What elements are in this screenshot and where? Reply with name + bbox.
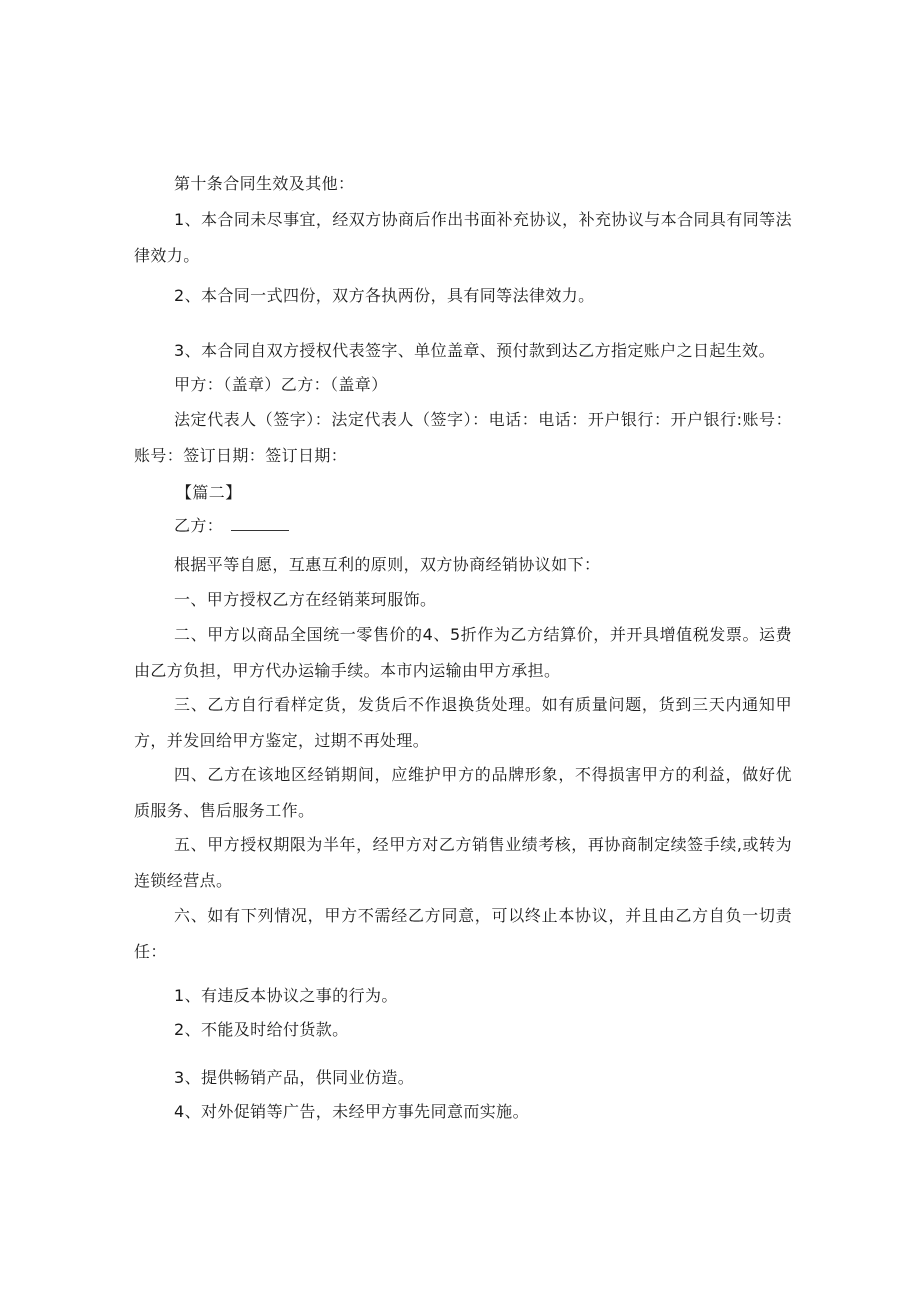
party-b-line (174, 516, 289, 536)
party-b-blank (231, 516, 289, 531)
article-10-title: 第十条合同生效及其他： (174, 174, 355, 193)
clause-6: 六、如有下列情况，甲方不需经乙方同意，可以终止本协议，并且由乙方自负一切责任： (134, 906, 792, 961)
clause-5: 五、甲方授权期限为半年，经甲方对乙方销售业绩考核，再协商制定续签手续,或转为连锁经营点。 (134, 835, 792, 890)
clause-4: 四、乙方在该地区经销期间，应维护甲方的品牌形象，不得损害甲方的利益，做好优质服务、售后服务工作。 (134, 765, 792, 820)
section-heading: 【篇二】 (176, 483, 242, 502)
intro-paragraph: 根据平等自愿，互惠互利的原则，双方协商经销协议如下： (174, 555, 601, 574)
sub-item-1: 1、有违反本协议之事的行为。 (174, 986, 398, 1005)
sub-item-2: 2、不能及时给付货款。 (174, 1020, 349, 1039)
signature-block: 法定代表人（签字）：法定代表人（签字）：电话：电话：开户银行：开户银行:账号：账号：签订日期：签订日期： (134, 410, 792, 465)
clause-2: 二、甲方以商品全国统一零售价的4、5折作为乙方结算价，并开具增值税发票。运费由乙方负担，甲方代办运输手续。本市内运输由甲方承担。 (134, 625, 792, 680)
article-10-item-2: 2、本合同一式四份，双方各执两份，具有同等法律效力。 (174, 286, 595, 305)
article-10-item-1: 1、本合同未尽事宜，经双方协商后作出书面补充协议，补充协议与本合同具有同等法律效力。 (134, 210, 792, 265)
parties-seal-line: 甲方：（盖章）乙方：（盖章） (174, 375, 388, 394)
sub-item-4: 4、对外促销等广告，未经甲方事先同意而实施。 (174, 1102, 529, 1121)
clause-3: 三、乙方自行看样定货，发货后不作退换货处理。如有质量问题，货到三天内通知甲方，并发回给甲方鉴定，过期不再处理。 (134, 695, 792, 750)
sub-item-3: 3、提供畅销产品，供同业仿造。 (174, 1068, 415, 1087)
party-b-label: 乙方： (174, 516, 224, 535)
article-10-item-3: 3、本合同自双方授权代表签字、单位盖章、预付款到达乙方指定账户之日起生效。 (174, 341, 775, 360)
clause-1: 一、甲方授权乙方在经销莱珂服饰。 (174, 590, 437, 609)
